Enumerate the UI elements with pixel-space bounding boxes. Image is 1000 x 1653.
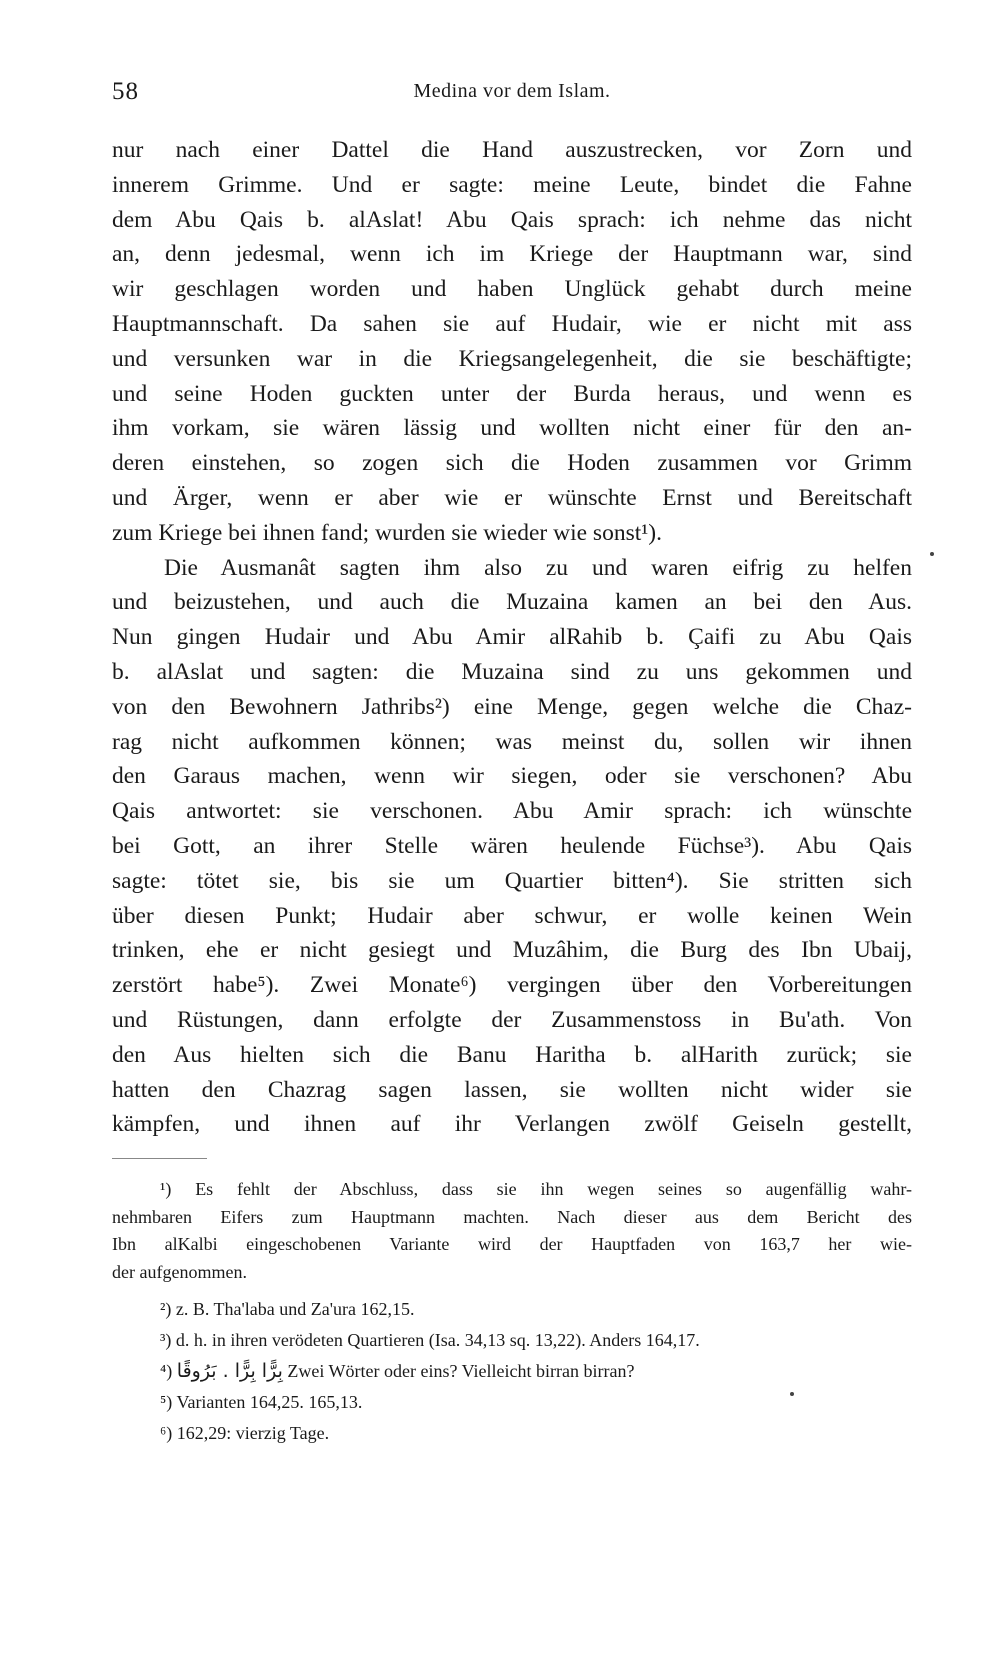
footnote-4-text: Zwei Wörter oder eins? Vielleicht birran birran? [287, 1361, 635, 1381]
text-line: zum Kriege bei ihnen fand; wurden sie wieder wie sonst¹). [112, 519, 662, 546]
footnote-3: ³) d. h. in ihren verödeten Quartieren (Isa. 34,13 sq. 13,22). Anders 164,17. [160, 1330, 700, 1350]
text-line: wir geschlagen worden und haben Unglück gehabt durch meine [112, 276, 912, 303]
text-line: rag nicht aufkommen können; was meinst du, sollen wir ihnen [112, 728, 912, 755]
footnote-6: ⁶) 162,29: vierzig Tage. [160, 1423, 330, 1443]
text-line: Die Ausmanât sagten ihm also zu und waren eifrig zu helfen [164, 554, 912, 581]
text-line: b. alAslat und sagten: die Muzaina sind zu uns gekommen und [112, 658, 912, 685]
footnote-divider [112, 1158, 207, 1159]
text-line: und beizustehen, und auch die Muzaina kamen an bei den Aus. [112, 589, 912, 616]
footnote-1-line: der aufgenommen. [112, 1261, 247, 1282]
footnote-5: ⁵) Varianten 164,25. 165,13. [160, 1392, 363, 1412]
text-line: deren einstehen, so zogen sich die Hoden zusammen vor Grimm [112, 450, 912, 477]
text-line: Qais antwortet: sie verschonen. Abu Amir sprach: ich wünschte [112, 798, 912, 825]
text-line: über diesen Punkt; Hudair aber schwur, er wolle keinen Wein [112, 902, 912, 929]
text-line: dem Abu Qais b. alAslat! Abu Qais sprach: ich nehme das nicht [112, 206, 912, 233]
text-line: nur nach einer Dattel die Hand auszustrecken, vor Zorn und [112, 137, 912, 163]
text-line: kämpfen, und ihnen auf ihr Verlangen zwölf Geiseln gestellt, [112, 1111, 912, 1138]
footnote-1-line: ¹) Es fehlt der Abschluss, dass sie ihn wegen seines so augenfällig wahr- [160, 1179, 912, 1199]
page-number: 58 [112, 78, 139, 105]
arabic-words: بِرًّا بِرًّا . بَرُوقًا [176, 1360, 283, 1382]
text-line: sagte: tötet sie, bis sie um Quartier bitten⁴). Sie stritten sich [112, 867, 912, 894]
footnote-2: ²) z. B. Tha'laba und Za'ura 162,15. [160, 1299, 415, 1319]
text-line: Nun gingen Hudair und Abu Amir alRahib b. Çaifi zu Abu Qais [112, 624, 912, 651]
text-line: von den Bewohnern Jathribs²) eine Menge, gegen welche die Chaz- [112, 693, 912, 720]
text-line: und Ärger, wenn er aber wie er wünschte Ernst und Bereitschaft [112, 484, 912, 511]
footnotes [112, 1176, 912, 1449]
running-head: Medina vor dem Islam. [413, 80, 611, 102]
main-text [112, 133, 912, 1142]
page-header [112, 78, 912, 112]
print-speck [930, 552, 934, 556]
text-line: trinken, ehe er nicht gesiegt und Muzâhim, die Burg des Ibn Ubaij, [112, 937, 912, 964]
text-line: an, denn jedesmal, wenn ich im Kriege der Hauptmann war, sind [112, 241, 912, 268]
text-line: bei Gott, an ihrer Stelle wären heulende Füchse³). Abu Qais [112, 832, 912, 859]
footnote-4-marker: ⁴) [160, 1361, 173, 1381]
text-line: und seine Hoden guckten unter der Burda heraus, und wenn es [112, 380, 912, 407]
text-line: innerem Grimme. Und er sagte: meine Leute, bindet die Fahne [112, 171, 912, 198]
print-speck [790, 1392, 794, 1396]
text-line: den Garaus machen, wenn wir siegen, oder sie verschonen? Abu [112, 763, 912, 790]
text-line: Hauptmannschaft. Da sahen sie auf Hudair, wie er nicht mit ass [112, 310, 912, 337]
text-line: ihm vorkam, sie wären lässig und wollten nicht einer für den an- [112, 415, 912, 442]
footnote-4 [112, 1356, 912, 1387]
text-line: und versunken war in die Kriegsangelegenheit, die sie beschäftigte; [112, 345, 912, 372]
text-line: und Rüstungen, dann erfolgte der Zusammenstoss in Bu'ath. Von [112, 1006, 912, 1033]
footnote-1-line: nehmbaren Eifers zum Hauptmann machten. Nach dieser aus dem Bericht des [112, 1206, 912, 1227]
text-line: den Aus hielten sich die Banu Haritha b. alHarith zurück; sie [112, 1041, 912, 1068]
text-line: zerstört habe⁵). Zwei Monate⁶) vergingen über den Vorbereitungen [112, 972, 912, 999]
text-line: hatten den Chazrag sagen lassen, sie wollten nicht wider sie [112, 1076, 912, 1103]
footnote-1-line: Ibn alKalbi eingeschobenen Variante wird der Hauptfaden von 163,7 her wie- [112, 1234, 912, 1254]
